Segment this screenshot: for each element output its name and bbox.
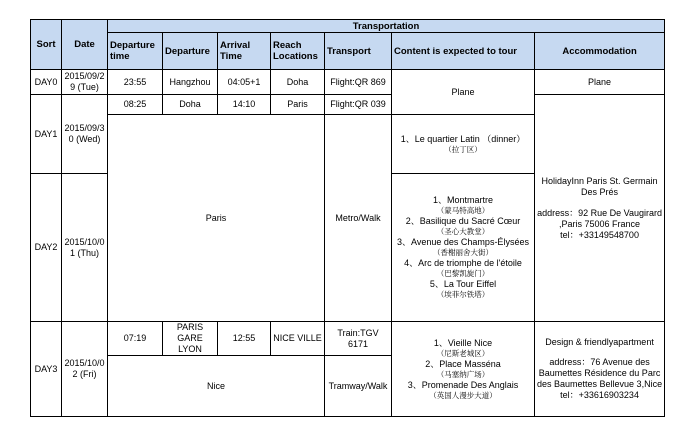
day1-reach: Paris [271,95,325,115]
day1-content-sub: （拉丁区） [444,144,482,154]
header-transportation: Transportation [108,20,665,33]
day1-departure: Doha [163,95,218,115]
header-row-2 [31,33,665,70]
nice-apartment-address: address：76 Avenue des Baumettes Résidence du Parc des Baumettes Bellevue 3,Nice [537,357,663,389]
day3-item-3: 3、Promenade Des Anglais [407,379,519,390]
day0-arrival-time: 04:05+1 [218,70,271,95]
day3-transport-local: Tramway/Walk [325,356,392,417]
day3-place: Nice [108,356,325,417]
day3-departure-time: 07:19 [108,322,163,356]
header-arrival-time: Arrival Time [218,33,271,70]
day2-date: 2015/10/0 1 (Thu) [62,174,108,322]
day2-item-5: 5、La Tour Eiffel [429,279,497,289]
day0-reach: Doha [271,70,325,95]
day3-item-1-sub: （尼斯老城区） [436,348,490,358]
day0-transport: Flight:QR 869 [325,70,392,95]
day3-reach: NICE VILLE [271,322,325,356]
day2-transport: Metro/Walk [325,115,392,322]
paris-hotel-tel: tel：+33149548700 [560,229,639,240]
day3-item-1: 1、Vieille Nice [433,337,493,348]
paris-hotel [535,95,665,322]
day1-date: 2015/09/3 0 (Wed) [62,95,108,174]
day0-date: 2015/09/2 9 (Tue) [62,70,108,95]
table-row-day0 [31,70,665,95]
day2-item-3-sub: （香榭丽舍大街） [433,248,493,257]
day0-departure-time: 23:55 [108,70,163,95]
table-row-day1-flight [31,95,665,115]
header-row-1 [31,20,665,33]
day1-transport: Flight:QR 039 [325,95,392,115]
day3-item-2: 2、Place Masséna [425,358,501,369]
day2-item-4: 4、Arc de triomphe de l'étoile [404,258,522,268]
day2-item-5-sub: （埃菲尔铁塔） [436,290,490,299]
day2-item-3: 3、Avenue des Champs-Élysées [397,237,529,247]
header-sort: Sort [31,20,62,70]
header-accommodation: Accommodation [535,33,665,70]
day3-item-3-sub: （英国人漫步大道） [429,390,497,400]
day2-item-4-sub: （巴黎凯旋门） [436,269,490,278]
day2-place: Paris [108,115,325,322]
header-transport: Transport [325,33,392,70]
paris-hotel-name: HolidayInn Paris St. Germain Des Prés [541,175,658,197]
header-content: Content is expected to tour [392,33,535,70]
day3-item-2-sub: （马塞纳广场） [436,369,490,379]
header-date: Date [62,20,108,70]
day1-content-name: 1、Le quartier Latin （dinner） [400,133,526,144]
day3-departure: PARIS GARE LYON [163,322,218,356]
day0-accommodation: Plane [535,70,665,95]
header-departure: Departure [163,33,218,70]
day3-arrival-time: 12:55 [218,322,271,356]
day0-content: Plane [392,70,535,115]
itinerary-table [30,19,665,417]
day1-sort: DAY1 [31,95,62,174]
paris-hotel-address: address：92 Rue De Vaugirard ,Paris 75006 France [537,207,662,229]
day3-transport: Train:TGV 6171 [325,322,392,356]
day0-sort: DAY0 [31,70,62,95]
day3-content [392,322,535,417]
day2-item-2: 2、Basilique du Sacré Cœur [405,216,521,226]
day3-sort: DAY3 [31,322,62,417]
header-reach-locations: Reach Locations [271,33,325,70]
day1-departure-time: 08:25 [108,95,163,115]
day2-sort: DAY2 [31,174,62,322]
table-row-day3-train [31,322,665,356]
nice-apartment-tel: tel：+33616903234 [560,390,639,400]
day0-departure: Hangzhou [163,70,218,95]
nice-apartment [535,322,665,417]
day2-content [392,174,535,322]
nice-apartment-name: Design & friendlyapartment [545,337,654,347]
day2-item-2-sub: （圣心大教堂） [436,227,490,236]
day2-item-1: 1、Montmartre [432,195,494,205]
day3-date: 2015/10/0 2 (Fri) [62,322,108,417]
day1-arrival-time: 14:10 [218,95,271,115]
day2-item-1-sub: （蒙马特高地） [436,206,490,215]
header-departure-time: Departure time [108,33,163,70]
day1-content [392,115,535,174]
